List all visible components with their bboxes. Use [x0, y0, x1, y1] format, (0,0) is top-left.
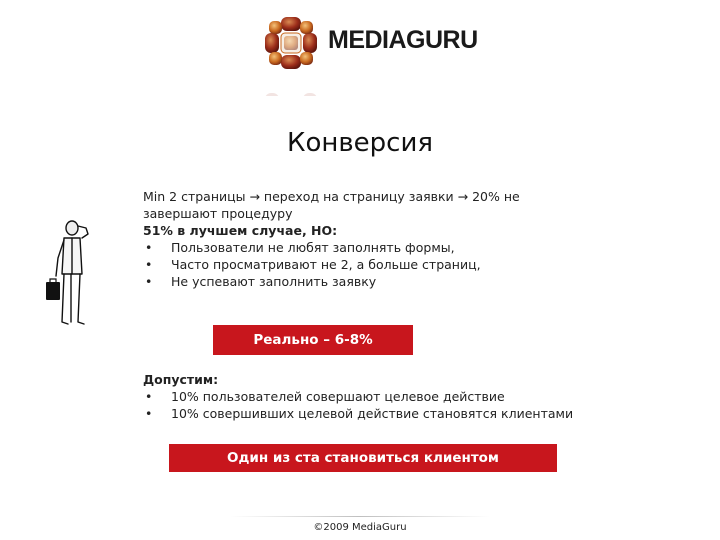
- list-item: • Не успевают заполнить заявку: [143, 273, 583, 290]
- assume-label: Допустим:: [143, 372, 219, 387]
- footer-copyright: ©2009 MediaGuru: [313, 522, 407, 533]
- assumptions-list: [143, 388, 603, 422]
- list-item: • 10% совершивших целевой действие становятся клиентами: [143, 405, 603, 422]
- logo-text: MEDIAGURU: [328, 26, 478, 54]
- slide-title: Конверсия: [286, 128, 434, 158]
- conclusion-banner: Один из ста становиться клиентом: [169, 444, 557, 472]
- footer-divider: [230, 516, 490, 517]
- intro-line: Min 2 страницы → переход на страницу заявки → 20% не завершают процедуру: [143, 189, 520, 221]
- best-case-line: 51% в лучшем случае, НО:: [143, 223, 338, 238]
- list-item: • 10% пользователей совершают целевое действие: [143, 388, 603, 405]
- reality-banner: Реально – 6-8%: [213, 325, 413, 355]
- logo-reflection: [262, 74, 472, 96]
- assumption-block: [143, 371, 603, 422]
- businessman-figure-icon: [42, 218, 100, 330]
- list-item: • Часто просматривают не 2, а больше страниц,: [143, 256, 583, 273]
- logo-globe-icon: [262, 14, 320, 72]
- reasons-list: [143, 239, 583, 290]
- conversion-details: [143, 188, 583, 290]
- logo-reflection-icon: [262, 74, 320, 96]
- logo: [262, 14, 478, 74]
- list-item: • Пользователи не любят заполнять формы,: [143, 239, 583, 256]
